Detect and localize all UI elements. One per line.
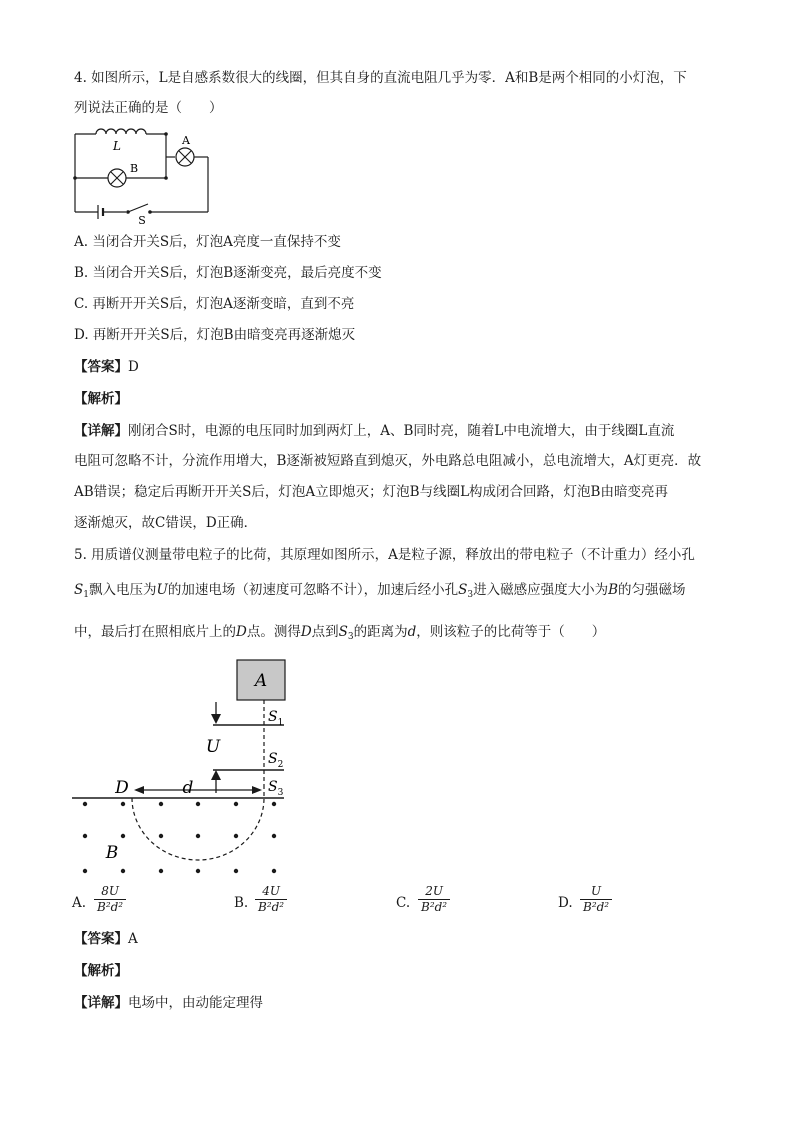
q5-detail-tag: 【详解】	[74, 995, 128, 1011]
source-label: A	[254, 671, 268, 691]
lamp-a-label: A	[182, 134, 190, 147]
coil-l-symbol	[96, 129, 146, 134]
q4-detail-line2: 电阻可忽略不计，分流作用增大，B逐渐被短路直到熄灭，外电路总电阻减小，总电流增大，A灯更亮．故	[74, 453, 702, 469]
q5-option-d-fraction: U B²d²	[580, 884, 612, 915]
q5-option-b-label: B.	[234, 895, 249, 911]
field-b-label: B	[105, 843, 119, 863]
q5-answer-value: A	[128, 931, 138, 947]
q5-option-c-label: C.	[396, 895, 411, 911]
q5-detail: 【详解】电场中，由动能定理得	[74, 995, 263, 1011]
q5-mass-spectrometer-diagram	[70, 655, 300, 880]
q4-option-b: B. 当闭合开关S后，灯泡B逐渐变亮，最后亮度不变	[74, 265, 382, 281]
q5-analysis-tag: 【解析】	[74, 963, 128, 979]
q5-answer-tag: 【答案】	[74, 931, 128, 947]
s1-label: $S_1$	[268, 709, 284, 728]
s2-label: $S_2$	[268, 751, 284, 770]
q4-answer-value: D	[128, 359, 139, 375]
switch-label: S	[138, 214, 146, 224]
q5-stem-line2: $S_1$飘入电压为U的加速电场（初速度可忽略不计），加速后经小孔$S_3$进入磁感应强度大小为B的匀强磁场	[74, 582, 686, 600]
q4-detail-line3: AB错误；稳定后再断开开关S后，灯泡A立即熄灭；灯泡B与线圈L构成闭合回路，灯泡B由暗变亮再	[74, 484, 668, 500]
lamp-b-label: B	[129, 162, 139, 175]
q4-answer	[74, 357, 139, 377]
particle-trajectory	[132, 785, 264, 860]
q5-option-d-label: D.	[558, 895, 573, 911]
point-d-label: D	[115, 778, 129, 798]
battery-symbol	[98, 205, 103, 219]
q4-stem-line2: 列说法正确的是（ ）	[74, 100, 223, 116]
q5-option-c-fraction: 2U B²d²	[418, 884, 450, 915]
coil-label: L	[113, 139, 121, 153]
q4-answer-tag: 【答案】	[74, 359, 128, 375]
lamp-a-symbol	[176, 148, 194, 166]
distance-d-label: d	[182, 778, 194, 798]
voltage-label: U	[205, 737, 221, 757]
q5-option-a-fraction: 8U B²d²	[94, 884, 126, 915]
s3-label: $S_3$	[268, 779, 284, 798]
q4-circuit-diagram	[70, 124, 220, 224]
q4-detail-tag: 【详解】	[74, 423, 128, 439]
q4-detail-line4: 逐渐熄灭，故C错误，D正确．	[74, 515, 258, 531]
q5-stem-line1: 5. 用质谱仪测量带电粒子的比荷，其原理如图所示，A是粒子源，释放出的带电粒子（不计重力）经小孔	[74, 547, 695, 563]
switch-s-symbol	[126, 204, 152, 214]
q5-option-b-fraction: 4U B²d²	[255, 884, 287, 915]
q4-option-a: A. 当闭合开关S后，灯泡A亮度一直保持不变	[74, 234, 341, 250]
q4-stem-line1: 4. 如图所示，L是自感系数很大的线圈，但其自身的直流电阻几乎为零．A和B是两个相同的小灯泡，下	[74, 70, 687, 86]
q4-option-c: C. 再断开开关S后，灯泡A逐渐变暗，直到不亮	[74, 296, 355, 312]
q5-stem-line3: 中，最后打在照相底片上的D点。测得D点到$S_3$的距离为d，则该粒子的比荷等于（ ）	[74, 624, 606, 642]
lamp-b-symbol	[108, 169, 126, 187]
q5-option-a-label: A.	[72, 895, 87, 911]
q4-analysis-tag: 【解析】	[74, 391, 128, 407]
q4-option-d: D. 再断开开关S后，灯泡B由暗变亮再逐渐熄灭	[74, 327, 356, 343]
q4-detail-line1: 【详解】刚闭合S时，电源的电压同时加到两灯上，A、B同时亮，随着L中电流增大，由于线圈L直流	[74, 423, 675, 439]
q5-answer	[74, 929, 138, 949]
